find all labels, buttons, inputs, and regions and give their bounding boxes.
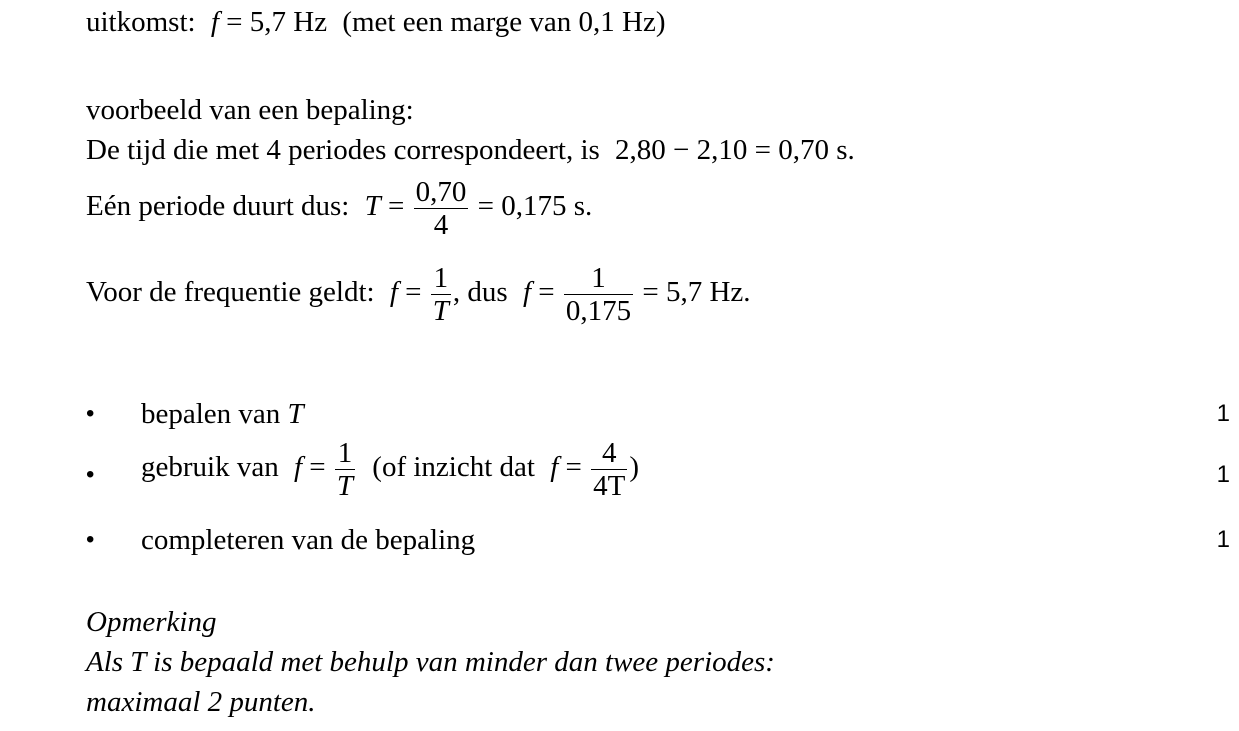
- period-numerator: 0,70: [415, 176, 467, 208]
- criterion-3: completeren van de bepaling: [141, 524, 476, 556]
- criterion-1-text: bepalen van: [141, 398, 281, 430]
- remark-line-1: Als T is bepaald met behulp van minder dan twee periodes:: [86, 646, 775, 678]
- criterion-1: [141, 396, 304, 432]
- frequency-equals: =: [405, 276, 422, 309]
- frequency-variable: f: [389, 276, 398, 309]
- frequency-numerator: 1: [431, 262, 451, 295]
- period-result: = 0,175 s.: [477, 190, 593, 223]
- criterion-2-alt-text: (of inzicht dat: [372, 451, 535, 484]
- frequency-denominator-2: 0,175: [565, 295, 632, 327]
- criterion-2-equals: =: [309, 451, 326, 484]
- outcome-margin: (met een marge van 0,1 Hz): [342, 6, 666, 38]
- outcome-equals: =: [226, 6, 243, 38]
- outcome-line: [86, 4, 666, 40]
- period-denominator: 4: [433, 209, 449, 241]
- frequency-fraction: [431, 262, 451, 327]
- criterion-2-alt-equals: =: [565, 451, 582, 484]
- frequency-equals-2: =: [538, 276, 555, 309]
- criterion-2-alt-close: ): [629, 451, 640, 484]
- criterion-bullet: •: [86, 400, 95, 427]
- criterion-2: [141, 437, 639, 502]
- frequency-line: [86, 262, 751, 327]
- frequency-variable-2: f: [522, 276, 531, 309]
- example-heading: voorbeeld van een bepaling:: [86, 94, 414, 126]
- criterion-3-points: 1: [1216, 526, 1230, 553]
- criterion-2-numerator: 1: [335, 437, 355, 470]
- criterion-2-alt-denominator-text: 4T: [593, 470, 626, 502]
- criterion-2-alt-fraction: [591, 437, 627, 502]
- frequency-result: = 5,7 Hz.: [642, 276, 751, 309]
- frequency-numerator-2: 1: [564, 262, 633, 295]
- criterion-2-alt-numerator: 4: [591, 437, 627, 470]
- outcome-variable: f: [210, 6, 219, 38]
- criterion-1-variable: T: [287, 398, 304, 430]
- criterion-2-denominator: T: [336, 470, 354, 502]
- period-variable: T: [364, 190, 381, 223]
- frequency-fraction-2: [564, 262, 633, 327]
- time-sentence: De tijd die met 4 periodes correspondeert, is: [86, 134, 600, 166]
- time-calculation: 2,80 − 2,10 = 0,70 s.: [615, 134, 855, 166]
- frequency-denominator: T: [432, 295, 449, 327]
- period-line: [86, 176, 592, 241]
- frequency-separator: , dus: [452, 276, 508, 309]
- remark-heading: Opmerking: [86, 606, 217, 638]
- criterion-2-variable: f: [293, 451, 303, 484]
- criterion-2-points: 1: [1216, 461, 1230, 488]
- outcome-value: 5,7 Hz: [249, 6, 328, 38]
- time-sentence-line: [86, 132, 855, 168]
- period-label: Eén periode duurt dus:: [86, 190, 350, 223]
- period-fraction: [414, 176, 469, 241]
- criterion-2-text: gebruik van: [141, 451, 279, 484]
- criterion-2-fraction: [335, 437, 355, 502]
- criterion-2-alt-variable: f: [550, 451, 559, 484]
- criterion-1-points: 1: [1216, 400, 1230, 427]
- criterion-bullet: •: [86, 526, 95, 553]
- remark-line-2: maximaal 2 punten.: [86, 686, 316, 718]
- period-equals: =: [388, 190, 405, 223]
- frequency-label: Voor de frequentie geldt:: [86, 276, 375, 309]
- criterion-bullet: •: [86, 461, 95, 488]
- outcome-label: uitkomst:: [86, 6, 196, 38]
- criterion-2-alt-denominator: [591, 470, 627, 502]
